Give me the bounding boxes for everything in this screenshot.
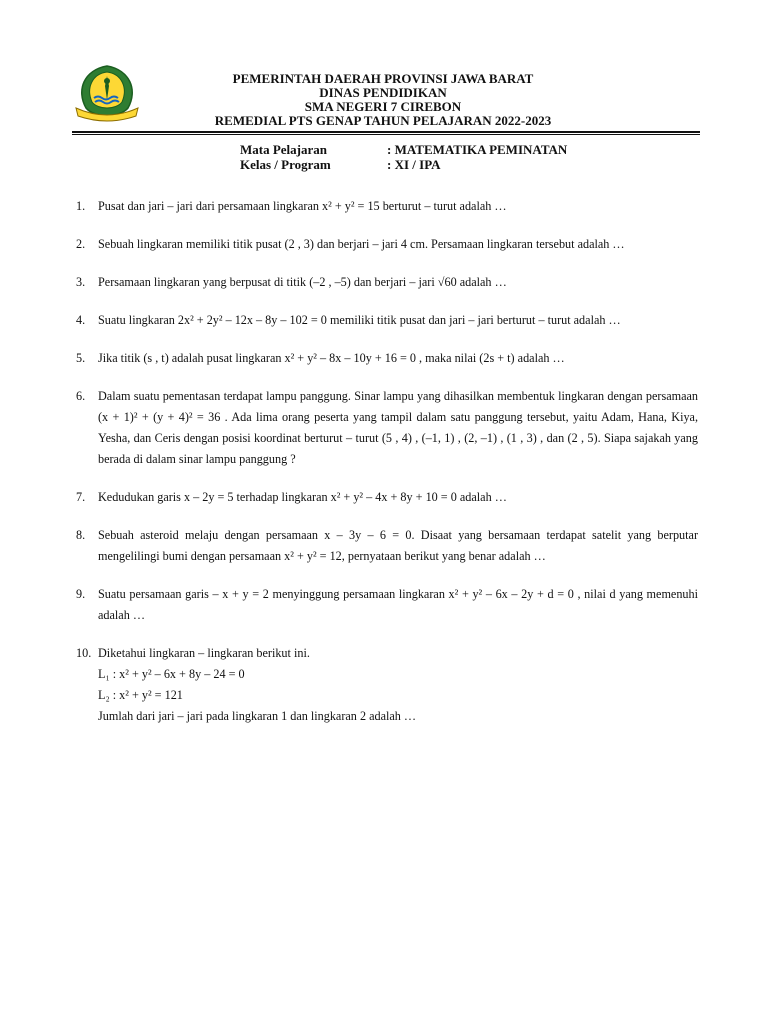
question-6 [76,386,698,470]
question-line: Diketahui lingkaran – lingkaran berikut ini. [98,646,310,660]
question-7 [76,487,698,508]
circle-l1-equation: L₁ : x² + y² – 6x + 8y – 24 = 0 [98,667,245,681]
subject-row [240,142,567,157]
question-list [76,196,698,727]
header-exam-title: REMEDIAL PTS GENAP TAHUN PELAJARAN 2022-2023 [214,113,552,128]
class-row [240,157,567,172]
header-divider-thick [72,131,700,133]
document-header [178,72,588,128]
question-9 [76,584,698,626]
province-logo [72,62,142,124]
question-5 [76,348,698,369]
question-number: 6. [76,389,86,403]
question-text: Persamaan lingkaran yang berpusat di titik (–2 , –5) dan berjari – jari √60 adalah … [98,275,507,289]
question-line: Jumlah dari jari – jari pada lingkaran 1 dan lingkaran 2 adalah … [98,709,417,723]
question-number: 10. [76,646,92,660]
question-text: Suatu lingkaran 2x² + 2y² – 12x – 8y – 102 = 0 memiliki titik pusat dan jari – jari berturut – turut adalah … [98,313,621,327]
question-text: Dalam suatu pementasan terdapat lampu panggung. Sinar lampu yang dihasilkan membentuk lingkaran dengan persamaan (x + 1)² + (y + 4)² = 36 . Ada lima orang peserta yang tampil dalam satu panggung tersebut, yaitu Adam, Hana, Kiya, Yesha, dan Ceris dengan posisi koordinat berturut – turut (5 , 4) , (–1, 1) , (2, –1) , (1 , 3) , dan (2 , 5). Siapa sajakah yang berada di dalam sinar lampu panggung ? [98,389,698,466]
question-number: 3. [76,275,86,289]
question-text: Sebuah asteroid melaju dengan persamaan x – 3y – 6 = 0. Disaat yang bersamaan terdapat satelit yang berputar mengelilingi bumi dengan persamaan x² + y² = 12, pernyataan berikut yang benar adalah … [98,528,698,563]
header-divider-thin [72,134,700,135]
question-text: Pusat dan jari – jari dari persamaan lingkaran x² + y² = 15 berturut – turut adalah … [98,199,507,213]
question-2 [76,234,698,255]
question-text: Kedudukan garis x – 2y = 5 terhadap lingkaran x² + y² – 4x + 8y + 10 = 0 adalah … [98,490,507,504]
question-8 [76,525,698,567]
question-number: 7. [76,490,86,504]
question-10 [76,643,698,727]
header-department: DINAS PENDIDIKAN [319,85,447,100]
class-value: : XI / IPA [387,157,441,172]
class-label: Kelas / Program [240,157,331,172]
question-text: Suatu persamaan garis – x + y = 2 menyinggung persamaan lingkaran x² + y² – 6x – 2y + d = 0 , nilai d yang memenuhi adalah … [98,587,698,622]
question-number: 8. [76,528,86,542]
question-text: Jika titik (s , t) adalah pusat lingkaran x² + y² – 8x – 10y + 16 = 0 , maka nilai (2s + t) adalah … [98,351,565,365]
question-number: 9. [76,587,86,601]
question-3 [76,272,698,293]
subject-value: : MATEMATIKA PEMINATAN [387,142,568,157]
question-text: Sebuah lingkaran memiliki titik pusat (2 , 3) dan berjari – jari 4 cm. Persamaan lingkaran tersebut adalah … [98,237,625,251]
circle-l2-equation: L₂ : x² + y² = 121 [98,688,183,702]
question-1 [76,196,698,217]
question-number: 2. [76,237,86,251]
exam-meta [240,142,567,172]
header-school: SMA NEGERI 7 CIREBON [304,99,462,114]
question-text [98,643,698,727]
question-4 [76,310,698,331]
header-government: PEMERINTAH DAERAH PROVINSI JAWA BARAT [232,71,534,86]
question-number: 1. [76,199,86,213]
subject-label: Mata Pelajaran [240,142,328,157]
question-number: 4. [76,313,86,327]
question-number: 5. [76,351,86,365]
